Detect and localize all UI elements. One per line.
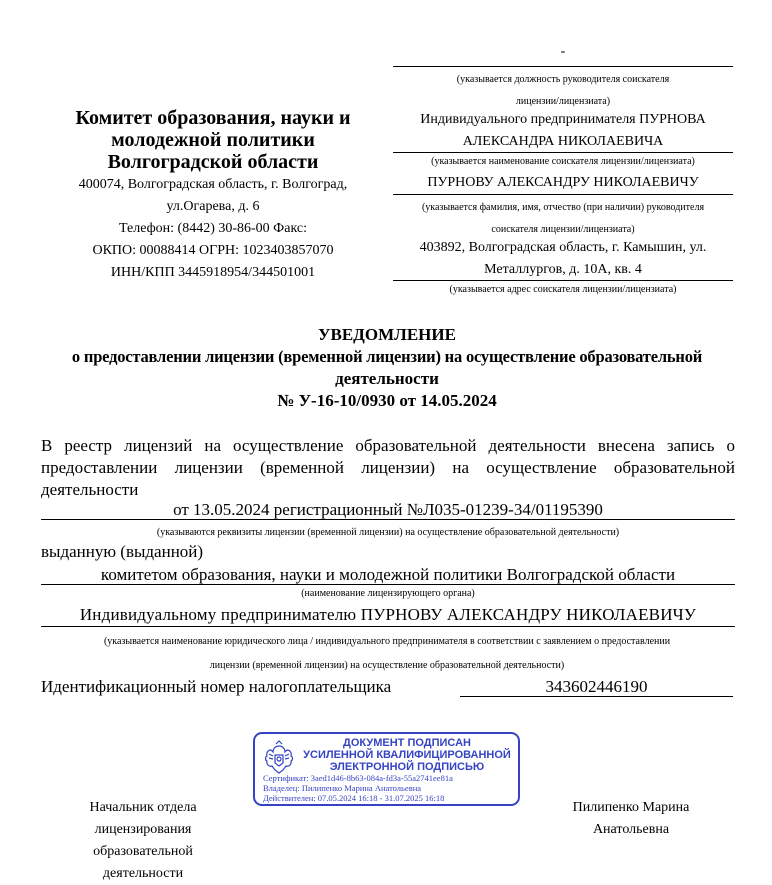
caption-line: (указывается должность руководителя соискателя: [456, 74, 670, 85]
notice-heading: УВЕДОМЛЕНИЕ: [318, 325, 456, 344]
notice-subject: деятельности: [335, 369, 439, 388]
recipient-name-line: Индивидуального предпринимателя ПУРНОВА: [420, 112, 706, 127]
stamp-title-line: УСИЛЕННОЙ КВАЛИФИЦИРОВАННОЙ: [303, 749, 511, 761]
recipient-address: [393, 237, 733, 281]
divider: [393, 194, 733, 195]
org-okpo-ogrn: ОКПО: 00088414 ОГРН: 1023403857070: [92, 243, 334, 258]
divider: [460, 696, 733, 697]
notice-title: [30, 324, 744, 412]
recipient-address-line: 403892, Волгоградская область, г. Камышин, ул.: [419, 240, 707, 255]
inn-label: Идентификационный номер налогоплательщика: [41, 677, 392, 696]
issuer-caption: (наименование лицензирующего органа): [301, 588, 475, 599]
inn-value: 343602446190: [545, 677, 648, 696]
stamp-validity: Действителен: 07.05.2024 16:18 - 31.07.2025 16:18: [263, 793, 445, 803]
divider: [41, 626, 735, 627]
signatory-name-line: Пилипенко Марина: [572, 800, 690, 815]
divider: [41, 584, 735, 585]
recipient-address-caption: (указывается адрес соискателя лицензии/лицензиата): [449, 284, 677, 295]
organization-details: [60, 174, 366, 284]
caption-line: (указывается фамилия, имя, отчество (при наличии) руководителя: [421, 202, 705, 213]
licensee-caption: [30, 630, 744, 678]
recipient-name-caption: (указывается наименование соискателя лицензии/лицензиата): [431, 156, 695, 167]
license-caption: (указываются реквизиты лицензии (временной лицензии) на осуществление образовательной деятельности): [156, 527, 620, 538]
org-inn-kpp: ИНН/КПП 3445918954/344501001: [110, 265, 316, 280]
electronic-signature-stamp: [253, 732, 520, 806]
divider: [393, 280, 733, 281]
issuer-name: комитетом образования, науки и молодежной политики Волгоградской области: [100, 565, 676, 584]
org-name-line: молодежной политики: [111, 129, 315, 151]
divider: [393, 152, 733, 153]
org-address: ул.Огарева, д. 6: [166, 199, 260, 214]
recipient-name-line: АЛЕКСАНДРА НИКОЛАЕВИЧА: [462, 134, 664, 149]
org-name-line: Комитет образования, науки и: [75, 107, 351, 129]
stamp-title-line: ЭЛЕКТРОННОЙ ПОДПИСЬЮ: [329, 761, 485, 773]
stamp-owner: Владелец: Пилипенко Марина Анатольевна: [263, 783, 422, 793]
recipient-name: [393, 109, 733, 153]
position-line: деятельности: [102, 866, 184, 881]
org-phone: Телефон: (8442) 30-86-00 Факс:: [118, 221, 308, 236]
license-details: от 13.05.2024 регистрационный №Л035-01239-34/01195390: [173, 500, 603, 519]
org-address: 400074, Волгоградская область, г. Волгоград,: [78, 177, 348, 192]
recipient-position-value: -: [560, 44, 566, 59]
caption-line: (указывается наименование юридического лица / индивидуального предпринимателя в соответствии с заявлением о предоставлении: [103, 636, 671, 647]
licensee-name: Индивидуальному предпринимателю ПУРНОВУ АЛЕКСАНДРУ НИКОЛАЕВИЧУ: [79, 605, 697, 624]
notice-subject: о предоставлении лицензии (временной лицензии) на осуществление образовательной: [71, 347, 703, 366]
recipient-head-name: ПУРНОВУ АЛЕКСАНДРУ НИКОЛАЕВИЧУ: [427, 175, 699, 190]
position-line: образовательной: [93, 844, 193, 859]
stamp-title: [301, 737, 513, 773]
notice-number: № У-16-10/0930 от 14.05.2024: [277, 391, 497, 410]
stamp-certificate: Сертификат: 3aed1d46-8b63-084a-fd3a-55a2741ee81a: [263, 773, 453, 783]
organization-name: [60, 107, 366, 173]
coat-of-arms-icon: [261, 740, 297, 776]
signatory-name-line: Анатольевна: [592, 822, 670, 837]
recipient-address-line: Металлургов, д. 10А, кв. 4: [484, 262, 642, 277]
signatory-position: [60, 797, 226, 885]
stamp-title-line: ДОКУМЕНТ ПОДПИСАН: [343, 737, 471, 749]
recipient-head-caption: [393, 197, 733, 241]
divider: [41, 519, 735, 520]
org-name-line: Волгоградской области: [107, 151, 319, 173]
position-line: Начальник отдела: [89, 800, 197, 815]
issued-label: выданную (выданной): [41, 542, 204, 561]
intro-paragraph: В реестр лицензий на осуществление образовательной деятельности внесена запись о предоставлении лицензии (временной лицензии) на осуществление образовательной деятельности: [41, 436, 735, 499]
caption-line: соискателя лицензии/лицензиата): [491, 224, 635, 235]
caption-line: лицензии (временной лицензии) на осуществление образовательной деятельности): [209, 660, 565, 671]
recipient-position-caption: [393, 69, 733, 113]
signatory-name: [548, 797, 714, 841]
caption-line: лицензии/лицензиата): [515, 96, 611, 107]
divider: [393, 66, 733, 67]
position-line: лицензирования: [94, 822, 192, 837]
